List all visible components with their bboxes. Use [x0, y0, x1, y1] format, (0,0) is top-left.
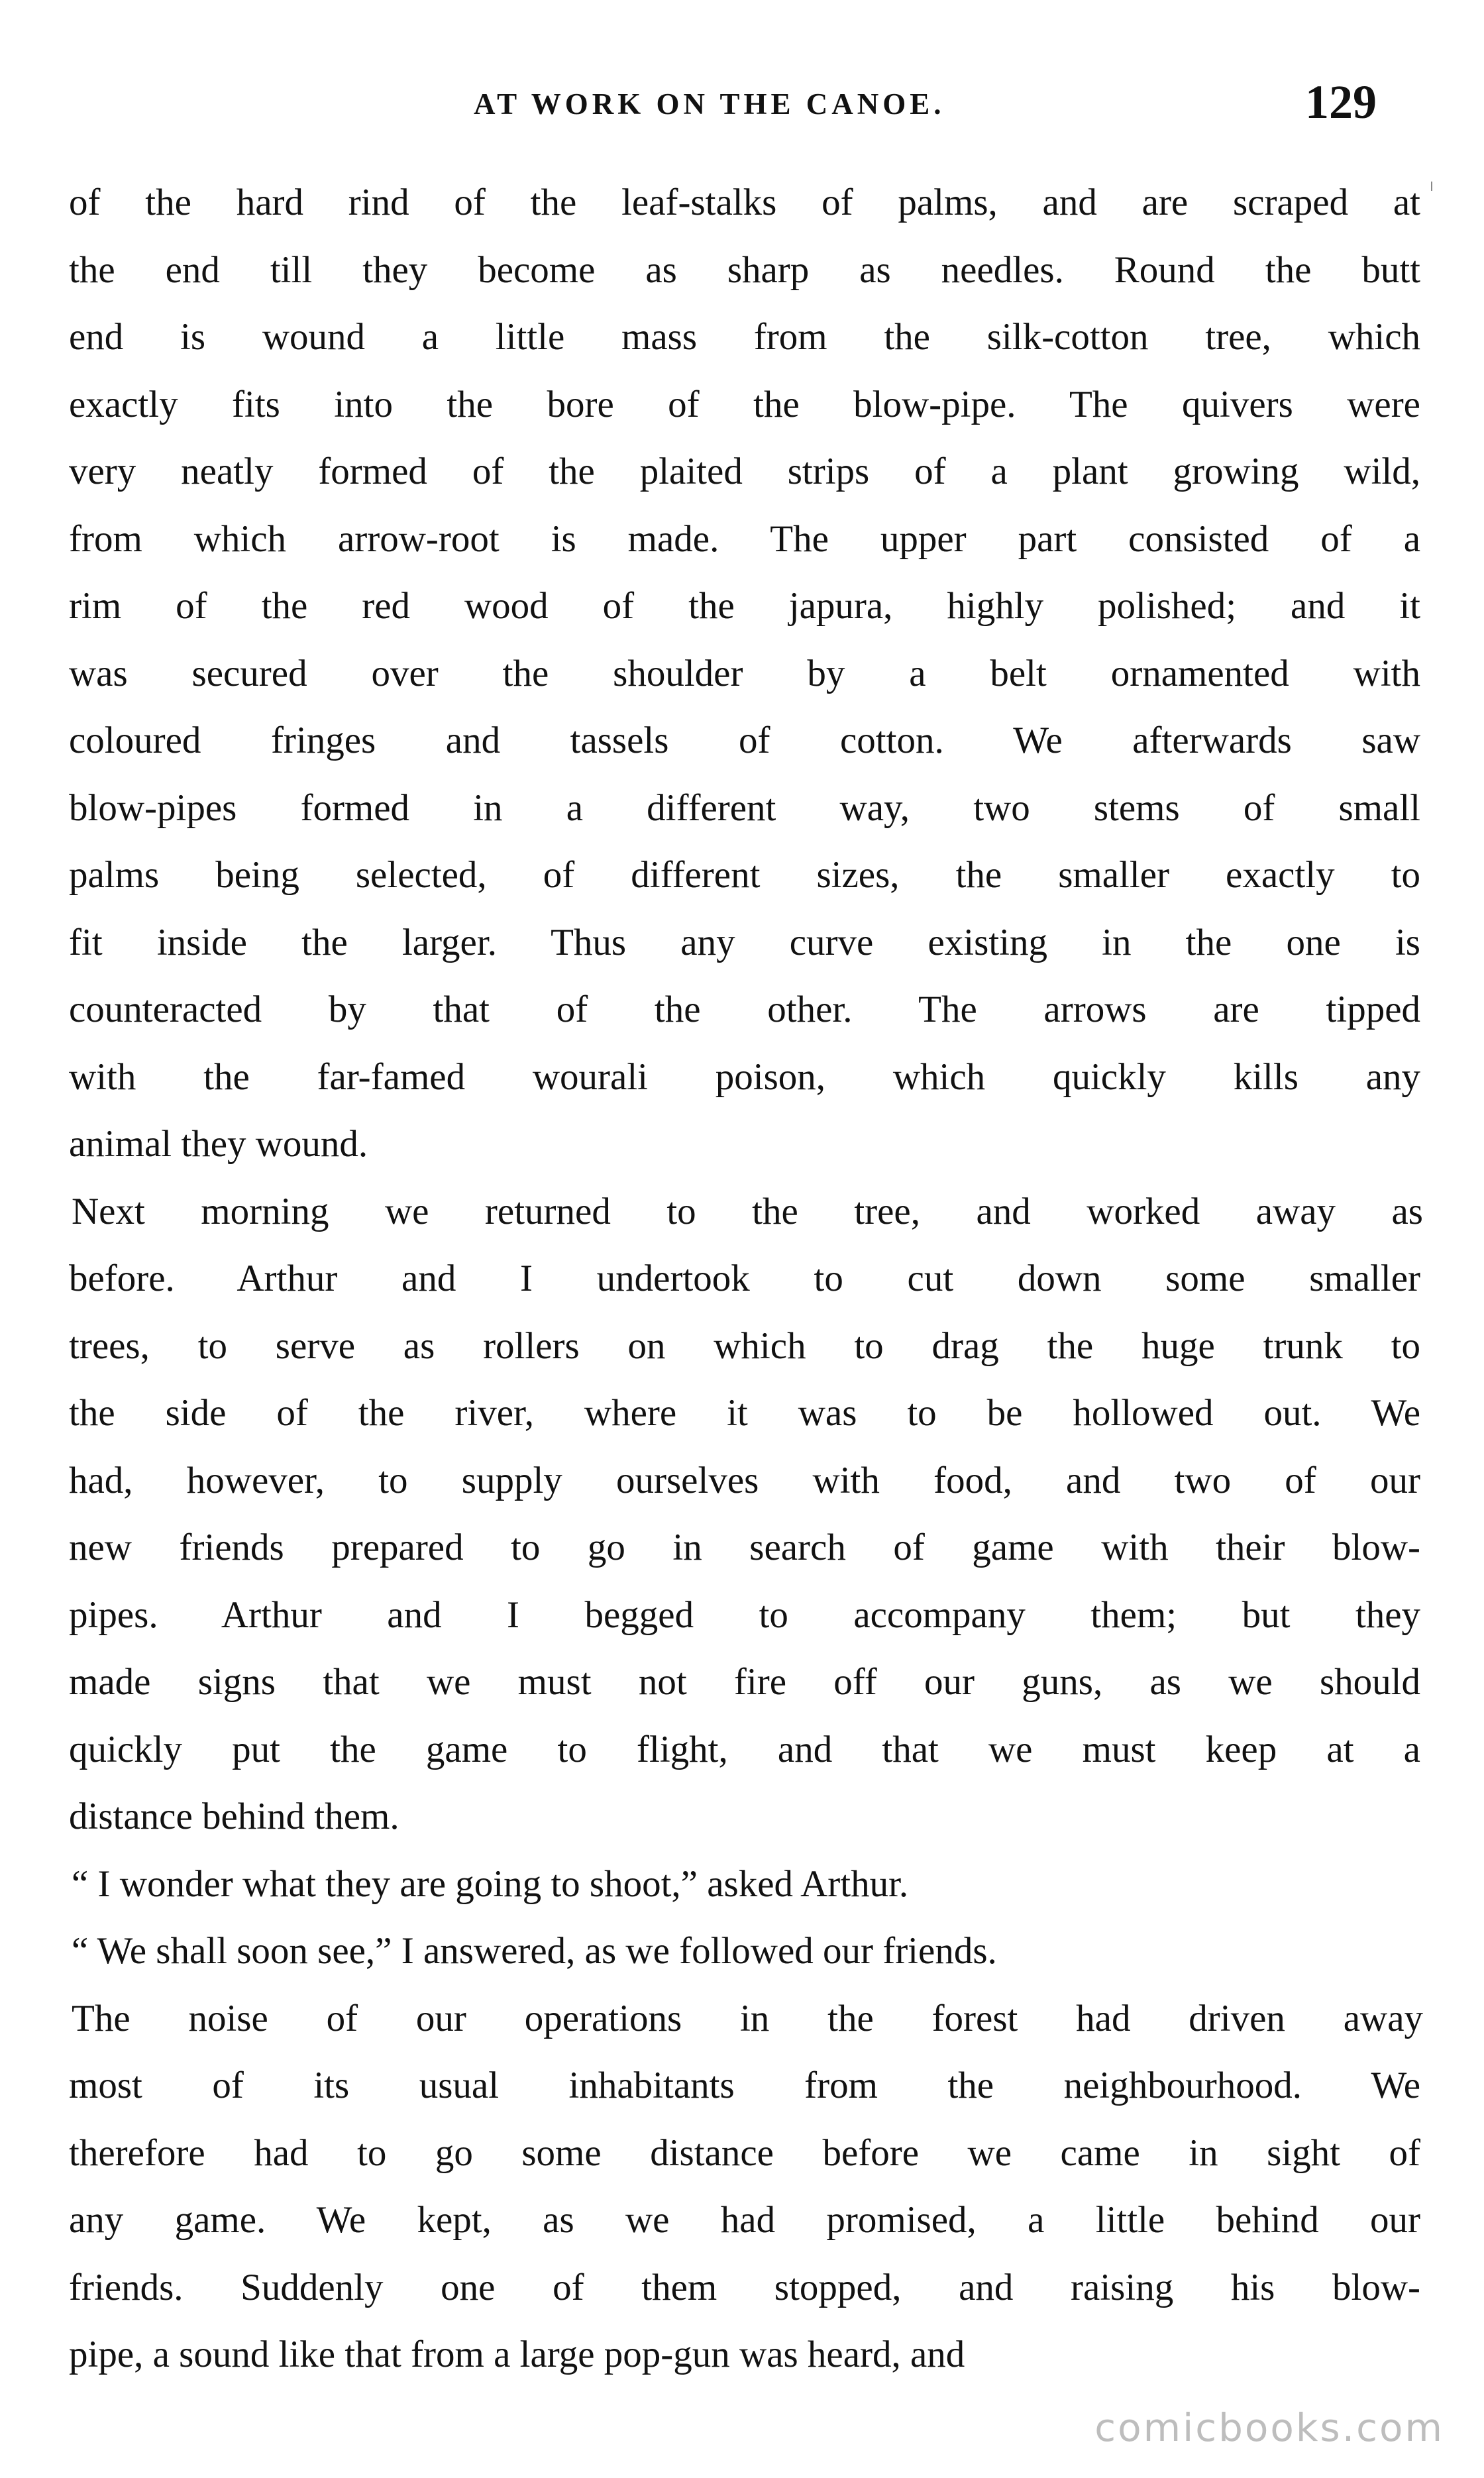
text-line: new friends prepared to go in search of game with their blow-	[69, 1527, 1420, 1568]
text-line: rim of the red wood of the japura, highly polished; and it	[69, 585, 1420, 627]
text-line: made signs that we must not fire off our guns, as we should	[69, 1661, 1420, 1703]
text-line: very neatly formed of the plaited strips of a plant growing wild,	[69, 451, 1420, 492]
text-line: The noise of our operations in the forest had driven away	[72, 1997, 1423, 2039]
text-line: before. Arthur and I undertook to cut down some smaller	[69, 1258, 1420, 1299]
text-line: blow-pipes formed in a different way, two stems of small	[69, 786, 1420, 829]
text-line: “ I wonder what they are going to shoot,” asked Arthur.	[72, 1862, 909, 1905]
page-edge-mark	[1431, 182, 1432, 191]
text-line: any game. We kept, as we had promised, a little behind our	[69, 2199, 1420, 2241]
text-line: palms being selected, of different sizes, the smaller exactly to	[69, 854, 1420, 896]
text-line: coloured fringes and tassels of cotton. We afterwards saw	[69, 720, 1420, 761]
text-line: therefore had to go some distance before we came in sight of	[69, 2131, 1420, 2174]
text-line: friends. Suddenly one of them stopped, and raising his blow-	[69, 2266, 1420, 2308]
text-line: with the far-famed wourali poison, which quickly kills any	[69, 1055, 1420, 1098]
text-line: Next morning we returned to the tree, and worked away as	[72, 1190, 1423, 1232]
text-line: counteracted by that of the other. The arrows are tipped	[69, 989, 1420, 1030]
text-line: most of its usual inhabitants from the neighbourhood. We	[69, 2065, 1420, 2106]
text-line: pipes. Arthur and I begged to accompany them; but they	[69, 1593, 1420, 1636]
paragraph	[69, 1985, 1423, 2389]
text-line: quickly put the game to flight, and that we must keep at a	[69, 1728, 1420, 1770]
body-text	[69, 169, 1423, 2389]
text-line: from which arrow-root is made. The upper part consisted of a	[69, 517, 1420, 560]
text-line: distance behind them.	[69, 1796, 399, 1837]
page-number: 129	[1305, 76, 1377, 129]
running-title: AT WORK ON THE CANOE.	[474, 87, 945, 121]
text-line: trees, to serve as rollers on which to drag the huge trunk to	[69, 1324, 1420, 1367]
text-line: pipe, a sound like that from a large pop-gun was heard, and	[69, 2334, 965, 2375]
text-line: “ We shall soon see,” I answered, as we followed our friends.	[72, 1930, 997, 1972]
text-line: the end till they become as sharp as needles. Round the butt	[69, 248, 1420, 291]
paragraph	[69, 169, 1420, 1178]
paragraph	[69, 1178, 1423, 1851]
text-line: fit inside the larger. Thus any curve existing in the one is	[69, 921, 1420, 963]
text-line: had, however, to supply ourselves with food, and two of our	[69, 1459, 1420, 1501]
text-line: end is wound a little mass from the silk-cotton tree, which	[69, 316, 1420, 358]
text-line: exactly fits into the bore of the blow-pipe. The quivers were	[69, 383, 1420, 425]
text-line: the side of the river, where it was to be hollowed out. We	[69, 1392, 1420, 1434]
watermark: comicbooks.com	[1094, 2405, 1444, 2450]
text-line: was secured over the shoulder by a belt ornamented with	[69, 652, 1420, 694]
paragraph	[69, 1917, 1420, 1985]
paragraph	[69, 1851, 1420, 1918]
running-head	[0, 74, 1484, 134]
text-line: animal they wound.	[69, 1123, 368, 1165]
text-line: of the hard rind of the leaf-stalks of palms, and are scraped at	[69, 182, 1420, 223]
